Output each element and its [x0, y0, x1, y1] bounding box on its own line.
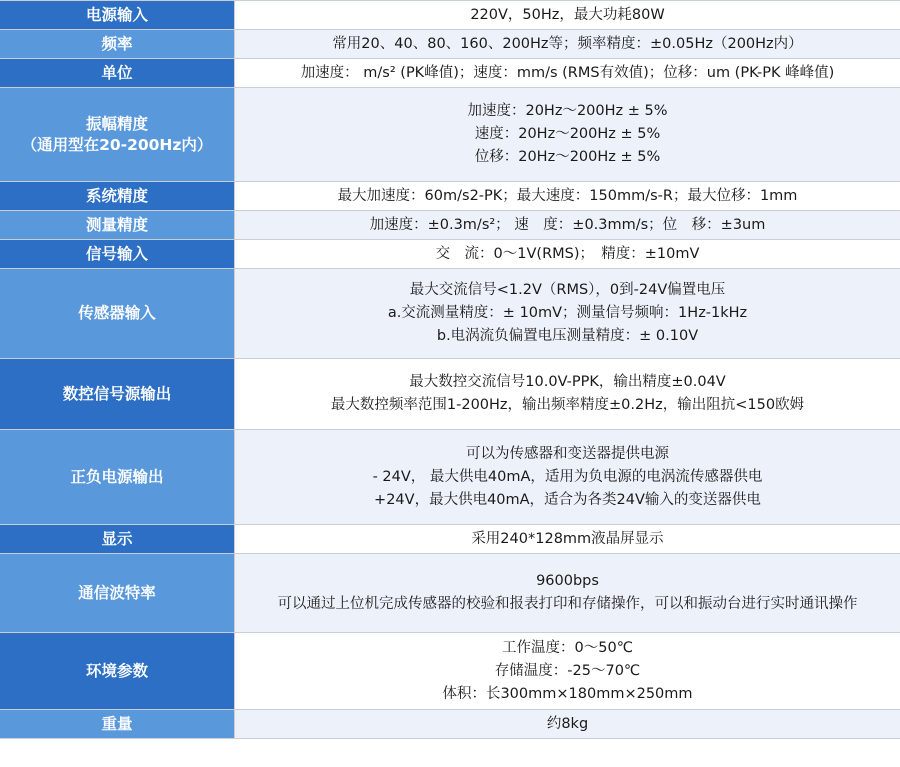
spec-value: [235, 88, 900, 181]
spec-label: [0, 211, 235, 239]
spec-value-line: 最大交流信号<1.2V（RMS），0到-24V偏置电压: [409, 282, 726, 298]
spec-value: [235, 710, 900, 738]
spec-value-line: 交 流：0～1V(RMS)； 精度：±10mV: [435, 245, 700, 262]
spec-value-line: b.电涡流负偏置电压测量精度：± 0.10V: [436, 328, 699, 344]
spec-row: [0, 710, 900, 739]
spec-value-line: 最大加速度：60m/s2-PK；最大速度：150mm/s-R；最大位移：1mm: [337, 187, 798, 204]
spec-row: [0, 1, 900, 30]
spec-label-text: 系统精度: [85, 186, 148, 205]
spec-label: [0, 269, 235, 358]
spec-row: [0, 430, 900, 525]
spec-label-text: 电源输入: [85, 5, 148, 24]
spec-value-line: 9600bps: [536, 573, 599, 589]
spec-value: [235, 430, 900, 524]
spec-value: [235, 633, 900, 709]
spec-value-line: 常用20、40、80、160、200Hz等；频率精度：±0.05Hz（200Hz内）: [332, 35, 803, 52]
spec-label-text: 环境参数: [85, 661, 148, 680]
spec-value: [235, 554, 900, 632]
spec-row: [0, 269, 900, 359]
spec-row: [0, 359, 900, 430]
spec-value: [235, 59, 900, 87]
spec-label: [0, 633, 235, 709]
spec-label-text: 测量精度: [85, 215, 148, 234]
spec-label: [0, 430, 235, 524]
spec-row: [0, 88, 900, 182]
spec-label: [0, 182, 235, 210]
spec-row: [0, 59, 900, 88]
spec-value-line: 体积：长300mm×180mm×250mm: [442, 685, 693, 702]
spec-value-line: 加速度：±0.3m/s²； 速 度：±0.3mm/s；位 移：±3um: [369, 216, 766, 233]
spec-label: [0, 710, 235, 738]
spec-label-text: （通用型在20-200Hz内）: [21, 135, 213, 154]
spec-label-text: 振幅精度: [85, 114, 148, 133]
spec-value: [235, 269, 900, 358]
spec-value-line: - 24V， 最大供电40mA，适用为负电源的电涡流传感器供电: [372, 468, 763, 485]
spec-row: [0, 182, 900, 211]
spec-label: [0, 88, 235, 181]
spec-label: [0, 554, 235, 632]
spec-label: [0, 30, 235, 58]
spec-value-line: 可以为传感器和变送器提供电源: [466, 445, 669, 462]
spec-value: [235, 182, 900, 210]
spec-row: [0, 554, 900, 633]
spec-label-text: 传感器输入: [78, 304, 156, 322]
spec-value: [235, 359, 900, 429]
spec-label: [0, 1, 235, 29]
spec-value: [235, 240, 900, 268]
spec-value: [235, 30, 900, 58]
spec-label-text: 信号输入: [85, 244, 148, 263]
spec-value-line: 最大数控交流信号10.0V-PPK，输出精度±0.04V: [409, 374, 726, 390]
spec-value-line: +24V，最大供电40mA，适合为各类24V输入的变送器供电: [374, 491, 761, 508]
spec-label-text: 显示: [101, 529, 133, 548]
spec-value-line: 采用240*128mm液晶屏显示: [471, 530, 664, 547]
spec-label-text: 数控信号源输出: [62, 384, 172, 403]
spec-value: [235, 211, 900, 239]
spec-value-line: 加速度： m/s² (PK峰值)；速度：mm/s (RMS有效值)；位移：um (PK-PK 峰峰值): [300, 64, 835, 81]
spec-value-line: 位移：20Hz～200Hz ± 5%: [474, 149, 661, 165]
spec-value-line: 加速度：20Hz～200Hz ± 5%: [467, 103, 668, 119]
spec-row: [0, 525, 900, 554]
spec-label: [0, 359, 235, 429]
spec-value-line: 存储温度：-25～70℃: [494, 662, 641, 679]
spec-label-text: 单位: [101, 63, 133, 82]
spec-value-line: 工作温度：0～50℃: [502, 639, 633, 656]
spec-row: [0, 240, 900, 269]
spec-row: [0, 30, 900, 59]
spec-label: [0, 525, 235, 553]
spec-value: [235, 525, 900, 553]
spec-label-text: 重量: [101, 714, 133, 733]
spec-label-text: 频率: [101, 34, 133, 53]
spec-label: [0, 240, 235, 268]
spec-value-line: a.交流测量精度：± 10mV；测量信号频响：1Hz-1kHz: [387, 305, 748, 321]
spec-value-line: 约8kg: [546, 715, 589, 732]
spec-value: [235, 1, 900, 29]
spec-label: [0, 59, 235, 87]
spec-label-text: 正负电源输出: [70, 467, 164, 486]
spec-row: [0, 211, 900, 240]
spec-row: [0, 633, 900, 710]
spec-value-line: 220V，50Hz，最大功耗80W: [470, 6, 665, 23]
spec-value-line: 可以通过上位机完成传感器的校验和报表打印和存储操作，可以和振动台进行实时通讯操作: [277, 596, 858, 612]
spec-value-line: 速度：20Hz～200Hz ± 5%: [474, 126, 661, 142]
spec-value-line: 最大数控频率范围1-200Hz，输出频率精度±0.2Hz，输出阻抗<150欧姆: [330, 397, 805, 413]
spec-label-text: 通信波特率: [78, 583, 156, 602]
